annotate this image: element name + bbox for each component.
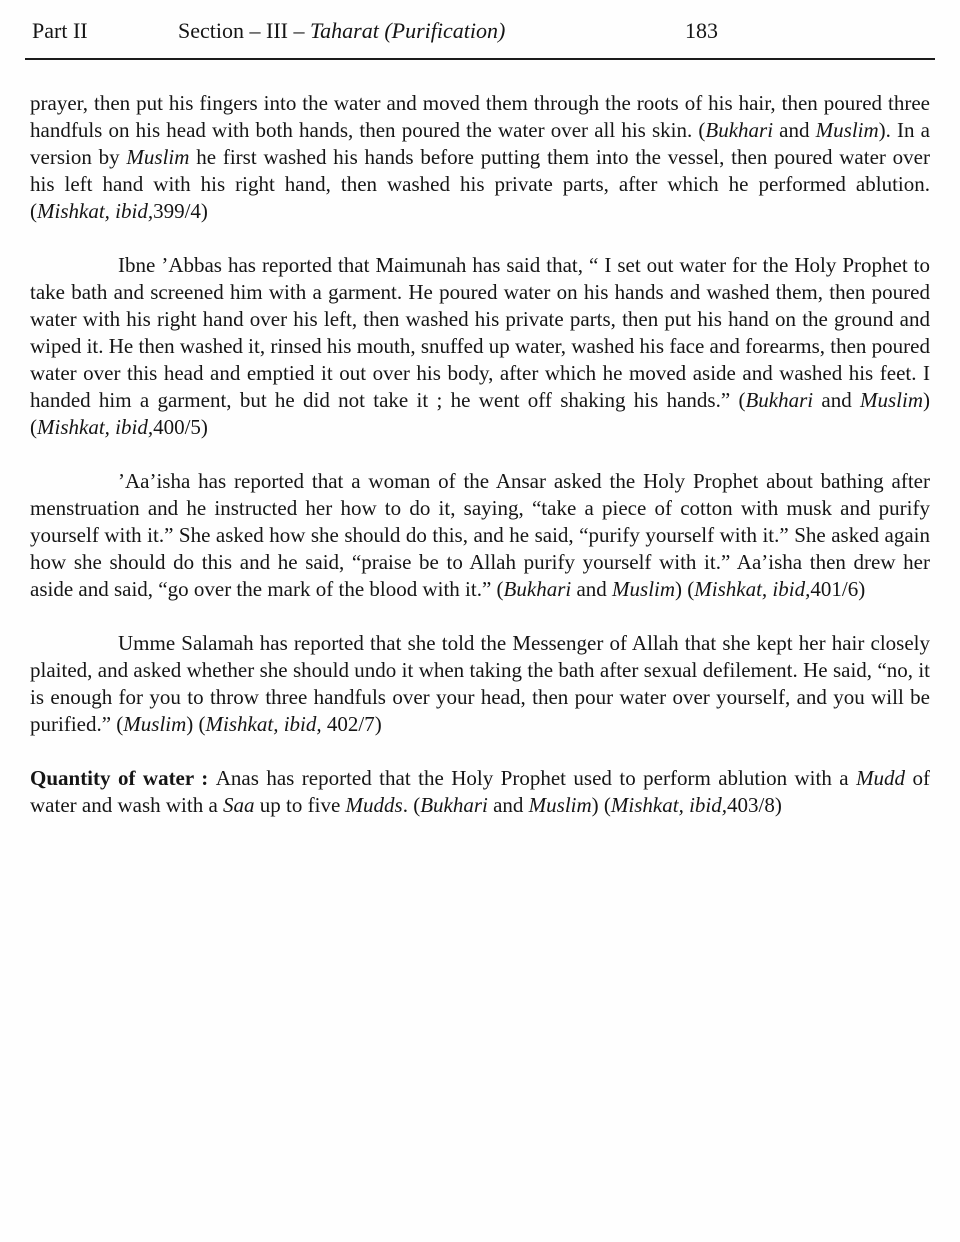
text-run: Mudds (345, 793, 403, 817)
text-run: Muslim (860, 388, 923, 412)
text-run: and (571, 577, 613, 601)
header-page-number: 183 (685, 18, 718, 43)
text-run: Bukhari (503, 577, 572, 601)
text-run: Muslim (126, 145, 190, 169)
text-run: 400/5) (153, 415, 208, 439)
text-run: Saa (223, 793, 255, 817)
text-run: Anas has reported that the Holy Prophet used to perform ablution with a (215, 766, 857, 790)
text-run: ) ( (186, 712, 206, 736)
text-run: Taharat (Purification) (309, 18, 506, 43)
text-run: ’Aa’isha has reported that a woman of the Ansar asked the Holy Prophet about bathing after menstruation and he instructed her how to do it, saying, “take a piece of cotton with musk and purify yourself with it.” She asked how she should do this, and he said, “purify yourself with it.” She asked again how she should do this and he said, “praise be to Allah purify yourself with it.” Aa’isha then drew her aside and said, “go over the mark of the blood with it.” ( (30, 469, 930, 601)
text-run: Mishkat, ibid, (610, 793, 727, 817)
page-body (30, 90, 930, 819)
paragraph-5 (30, 765, 930, 819)
text-run: Mishkat, ibid, (694, 577, 811, 601)
text-run: . ( (402, 793, 421, 817)
text-run: ) ( (30, 388, 930, 439)
text-run: he first washed his hands before putting them into the vessel, then poured water over his left hand with his right hand, then washed his private parts, after which he performed ablution. ( (30, 145, 930, 223)
header-section-title (178, 16, 505, 46)
text-run: Bukhari (705, 118, 774, 142)
text-run: ) ( (591, 793, 611, 817)
text-run: Muslim (815, 118, 879, 142)
text-run: and (487, 793, 529, 817)
text-run: Umme Salamah has reported that she told the Messenger of Allah that she kept her hair closely plaited, and asked whether she should undo it when taking the bath after sexual defilement. He said, “no, it is enough for you to throw three handfuls over your head, then pour water over yourself, and you will be purified.” ( (30, 631, 930, 736)
text-run: Mudd (856, 766, 906, 790)
text-run: up to five (254, 793, 346, 817)
paragraph-1 (30, 90, 930, 225)
paragraph-2 (30, 252, 930, 441)
text-run: Mishkat, ibid, (37, 199, 154, 223)
text-run: 401/6) (810, 577, 866, 601)
text-run: Muslim (123, 712, 187, 736)
text-run: Muslim (528, 793, 592, 817)
text-run: Bukhari (420, 793, 488, 817)
text-run: Mishkat, ibid, (37, 415, 154, 439)
text-run: 402/7) (321, 712, 382, 736)
text-run: of water and wash with a (30, 766, 931, 817)
text-run: ). In a version by (30, 118, 931, 169)
paragraph-3 (30, 468, 930, 603)
text-run: Mishkat, ibid, (205, 712, 322, 736)
text-run: Section – III – (178, 18, 310, 43)
header-part-label: Part II (32, 18, 88, 43)
text-run: Ibne ’Abbas has reported that Maimunah has said that, “ I set out water for the Holy Prophet to take bath and screened him with a garment. He poured water on his hands and washed them, then poured water with his right hand over his left, then washed his private parts, then put his hand on the ground and wiped it. He then washed it, rinsed his mouth, snuffed up water, washed his face and forearms, then poured water over this head and emptied it out over his body, after which he moved aside and washed his feet. I handed him a garment, but he did not take it ; he went off shaking his hands.” ( (30, 253, 930, 412)
text-run: Bukhari (745, 388, 814, 412)
text-run: Muslim (612, 577, 676, 601)
text-run: prayer, then put his fingers into the water and moved them through the roots of his hair, then poured three handfuls on his head with both hands, then poured the water over all his skin. ( (30, 91, 930, 142)
text-run: and (773, 118, 816, 142)
text-run: 403/8) (727, 793, 782, 817)
text-run: Quantity of water : (30, 766, 216, 790)
text-run: 399/4) (153, 199, 208, 223)
page-header (30, 16, 930, 50)
paragraph-4 (30, 630, 930, 738)
text-run: ) ( (675, 577, 695, 601)
text-run: and (813, 388, 860, 412)
header-rule (25, 58, 935, 60)
